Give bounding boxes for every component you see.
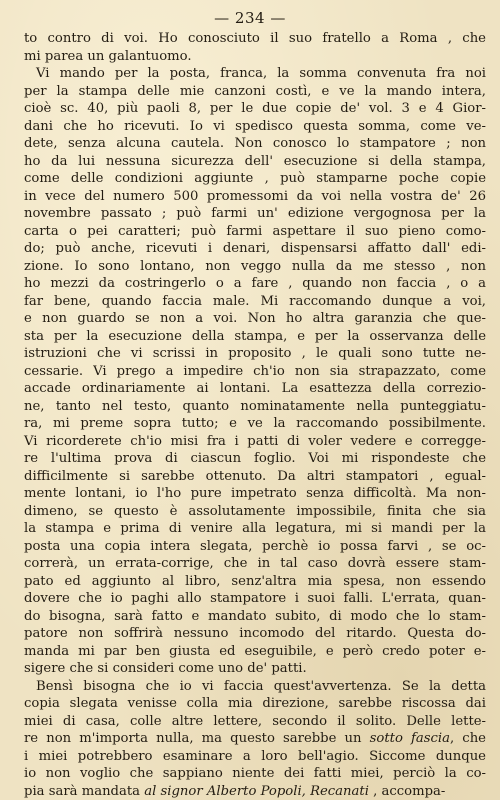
text-line: miei di casa, colle altre lettere, secondo il solito. Delle lette- xyxy=(24,713,486,729)
text-line: Vi ricorderete ch'io misi fra i patti di voler vedere e corregge- xyxy=(24,433,486,449)
text-line: carta o pei caratteri; può farmi aspettare il suo pieno como- xyxy=(24,223,486,239)
text-line: i miei potrebbero esaminare a loro bell'agio. Siccome dunque xyxy=(24,748,486,764)
text-line: zione. Io sono lontano, non veggo nulla da me stesso , non xyxy=(24,258,486,274)
text-line: Bensì bisogna che io vi faccia quest'avvertenza. Se la detta xyxy=(36,678,486,694)
text-line: difficilmente si sarebbe ottenuto. Da altri stampatori , egual- xyxy=(24,468,486,484)
paragraph xyxy=(24,65,486,678)
text-line: do bisogna, sarà fatto e mandato subito, di modo che lo stam- xyxy=(24,608,486,624)
italic-text: sotto fascia xyxy=(369,731,450,746)
text-line: Vi mando per la posta, franca, la somma convenuta fra noi xyxy=(36,66,486,81)
text-line: manda mi par ben giusta ed eseguibile, e però credo poter e- xyxy=(24,643,486,659)
text-line: e non guardo se non a voi. Non ho altra garanzia che que- xyxy=(24,311,486,326)
text-line: ho mezzi da costringerlo o a fare , quando non faccia , o a xyxy=(24,276,486,291)
text-line: la stampa e prima di venire alla legatura, mi si mandi per la xyxy=(24,521,486,536)
text-line: ho da lui nessuna sicurezza dell' esecuzione si della stampa, xyxy=(24,153,486,169)
text-line: dani che ho ricevuti. Io vi spedisco questa somma, come ve- xyxy=(24,118,486,134)
text-line: correrà, un errata-corrige, che in tal caso dovrà essere stam- xyxy=(24,556,486,571)
text-line: sta per la esecuzione della stampa, e per la osservanza delle xyxy=(24,328,486,344)
text-line: cioè sc. 40, più paoli 8, per le due copie de' vol. 3 e 4 Gior- xyxy=(24,101,486,116)
text-line: re non m'importa nulla, ma questo sarebbe un sotto fascia, che xyxy=(24,731,486,746)
text-line: to contro di voi. Ho conosciuto il suo fratello a Roma , che xyxy=(24,31,486,46)
text-line: mente lontani, io l'ho pure impetrato senza difficoltà. Ma non- xyxy=(24,486,486,501)
text-line: come delle condizioni aggiunte , può stamparne poche copie xyxy=(24,171,486,186)
text-line: dovere che io paghi allo stampatore i suoi falli. L'errata, quan- xyxy=(24,591,486,606)
text-line: dete, senza alcuna cautela. Non conosco lo stampatore ; non xyxy=(24,136,486,151)
text-line: do; può anche, ricevuti i denari, dispensarsi affatto dall' edi- xyxy=(24,241,486,256)
text-line: ra, mi preme sopra tutto; e ve la raccomando possibilmente. xyxy=(24,416,486,431)
letter-body-text xyxy=(24,30,486,800)
text-line: in vece del numero 500 promessomi da voi nella vostra de' 26 xyxy=(24,188,486,204)
text-line: copia slegata venisse colla mia direzione, sarebbe riscossa dai xyxy=(24,696,486,711)
italic-text: al signor Alberto Popoli, Recanati xyxy=(144,783,369,799)
text-line: re l'ultima prova di ciascun foglio. Voi mi rispondeste che xyxy=(24,451,486,466)
text-line: novembre passato ; può farmi un' edizione vergognosa per la xyxy=(24,206,486,221)
text-line: mi parea un galantuomo. xyxy=(24,48,192,64)
text-line: accade ordinariamente ai lontani. La esattezza della correzio- xyxy=(24,381,486,396)
page-number: — 234 — xyxy=(214,9,286,27)
text-line: ne, tanto nel testo, quanto nominatamente nella punteggiatu- xyxy=(24,398,486,414)
text-line: dimeno, se questo è assolutamente impossibile, finita che sia xyxy=(24,503,486,519)
paragraph xyxy=(24,30,486,65)
text-line: posta una copia intera slegata, perchè io possa farvi , se oc- xyxy=(24,538,486,554)
text-line: per la stampa delle mie canzoni costì, e ve la mando intera, xyxy=(24,83,486,99)
paragraph xyxy=(24,678,486,800)
text-line: istruzioni che vi scrissi in proposito , le quali sono tutte ne- xyxy=(24,346,486,361)
text-line: pato ed aggiunto al libro, senz'altra mia spesa, non essendo xyxy=(24,573,486,589)
text-line: far bene, quando faccia male. Mi raccomando dunque a voi, xyxy=(24,293,486,309)
text-line: cessarie. Vi prego a impedire ch'io non sia strapazzato, come xyxy=(24,363,486,379)
text-line: sigere che si consideri come uno de' patti. xyxy=(24,661,307,676)
text-line: patore non soffrirà nessuno incomodo del ritardo. Questa do- xyxy=(24,626,486,641)
text-line: pia sarà mandata al signor Alberto Popoli, Recanati , accompa- xyxy=(24,783,446,799)
text-line: io non voglio che sappiano niente dei fatti miei, perciò la co- xyxy=(24,766,486,781)
